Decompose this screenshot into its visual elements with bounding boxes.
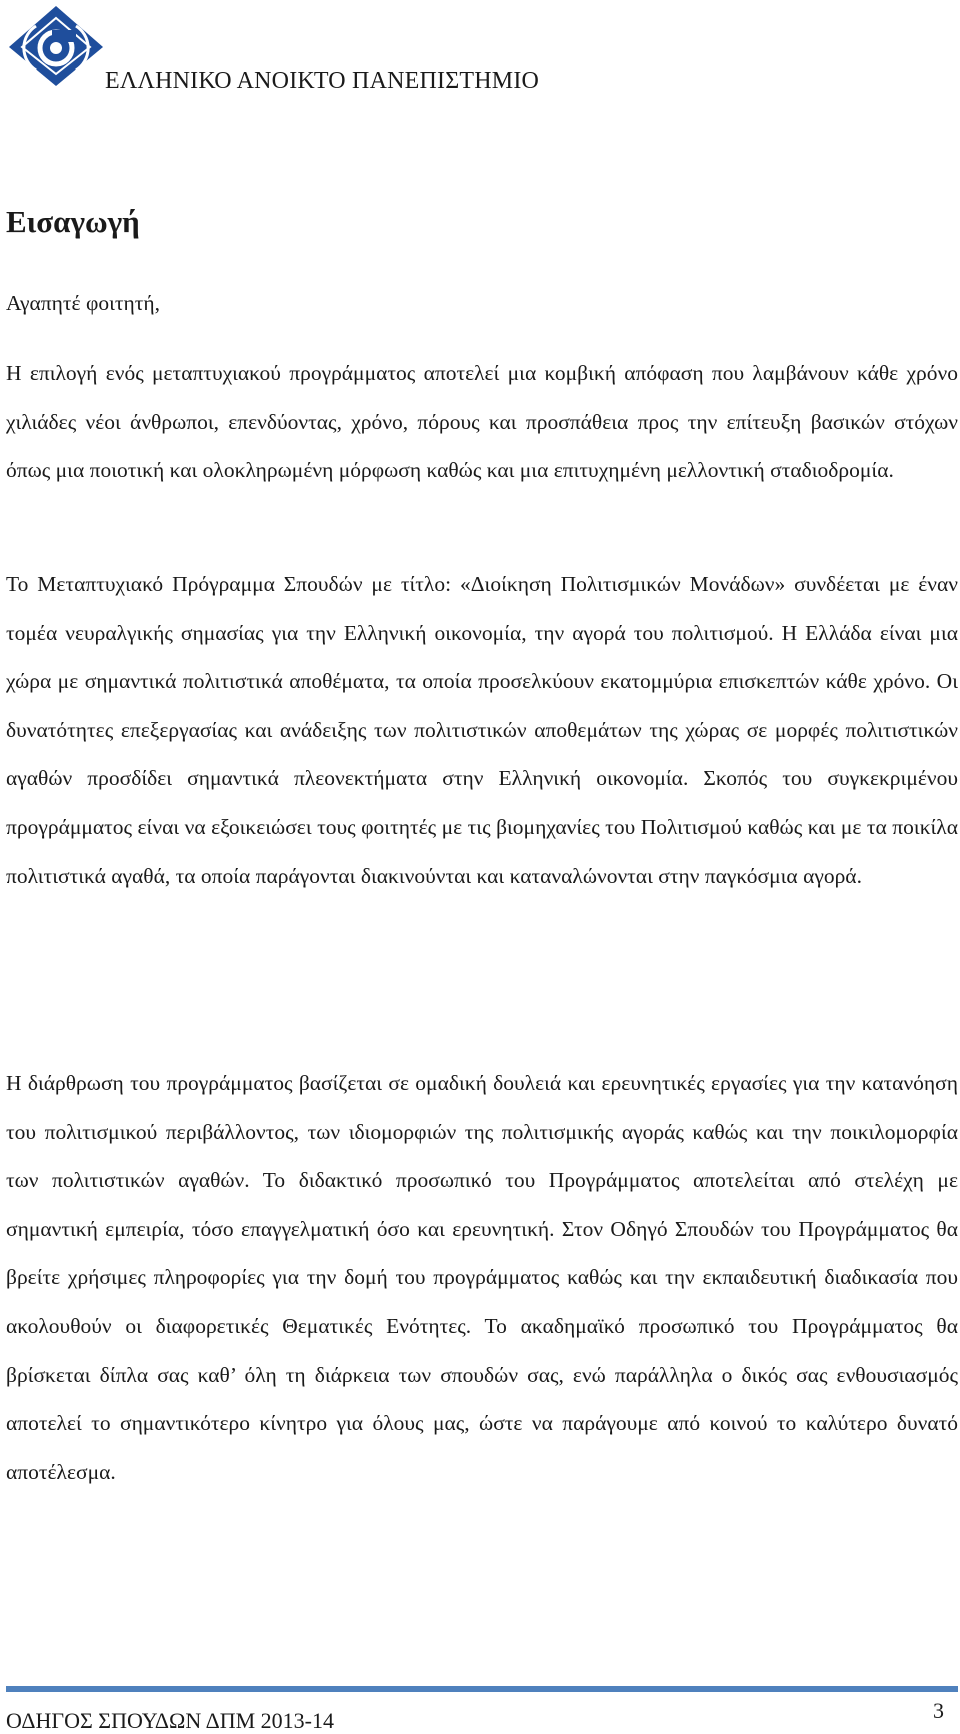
page-number: 3 [933,1698,944,1723]
paragraph-1: Η επιλογή ενός μεταπτυχιακού προγράμματος αποτελεί μια κομβική απόφαση που λαμβάνουν κάθε χρόνο χιλιάδες νέοι άνθρωποι, επενδύοντας, χρόνο, πόρους και προσπάθεια προς την επίτευξη βασικών στόχων όπως μια ποιοτική και ολοκληρωμένη μόρφωση καθώς και μια επιτυχημένη μελλοντική σταδιοδρομία. [6,361,958,483]
paragraph-3: Η διάρθρωση του προγράμματος βασίζεται σε ομαδική δουλειά και ερευνητικές εργασίες για την κατανόηση του πολιτισμικού περιβάλλοντος, των ιδιομορφιών της πολιτισμικής αγοράς καθώς και την ποικιλομορφία των πολιτιστικών αγαθών. Το διδακτικό προσωπικό του Προγράμματος αποτελείται από στελέχη με σημαντική εμπειρία, τόσο επαγγελματική όσο και ερευνητική. Στον Οδηγό Σπουδών του Προγράμματος θα βρείτε χρήσιμες πληροφορίες για την δομή του προγράμματος καθώς και την εκπαιδευτική διαδικασία που ακολουθούν οι διαφορετικές Θεματικές Ενότητες. Το ακαδημαϊκό προσωπικό του Προγράμματος θα βρίσκεται δίπλα σας καθ’ όλη τη διάρκεια των σπουδών σας, ενώ παράλληλα ο δικός σας ενθουσιασμός αποτελεί το σημαντικότερο κίνητρο για όλους μας, ώστε να παράγουμε από κοινού το καλύτερο δυνατό αποτέλεσμα. [6,1071,958,1484]
footer-divider [6,1686,958,1692]
footer-title: ΟΔΗΓΟΣ ΣΠΟΥΔΩΝ ΔΠΜ 2013-14 [6,1708,335,1733]
paragraph-2: Το Μεταπτυχιακό Πρόγραμμα Σπουδών με τίτλο: «Διοίκηση Πολιτισμικών Μονάδων» συνδέεται με έναν τομέα νευραλγικής σημασίας για την Ελληνική οικονομία, την αγορά του πολιτισμού. Η Ελλάδα είναι μια χώρα με σημαντικά πολιτιστικά αποθέματα, τα οποία προσελκύουν εκατομμύρια επισκεπτών κάθε χρόνο. Οι δυνατότητες επεξεργασίας και ανάδειξης των πολιτιστικών αποθεμάτων της χώρας σε μορφές πολιτιστικών αγαθών προσδίδει σημαντικά πλεονεκτήματα στην Ελληνική οικονομία. Σκοπός του συγκεκριμένου προγράμματος είναι να εξοικειώσει τους φοιτητές με τις βιομηχανίες του Πολιτισμού καθώς και με τα ποικίλα πολιτιστικά αγαθά, τα οποία παράγονται διακινούνται και καταναλώνονται στην παγκόσμια αγορά. [6,572,958,888]
university-name: ΕΛΛΗΝΙΚΟ ΑΝΟΙΚΤΟ ΠΑΝΕΠΙΣΤΗΜΙΟ [105,68,540,94]
section-heading: Εισαγωγή [6,204,140,239]
university-emblem-icon [6,4,106,88]
greeting: Αγαπητέ φοιτητή, [6,291,161,315]
